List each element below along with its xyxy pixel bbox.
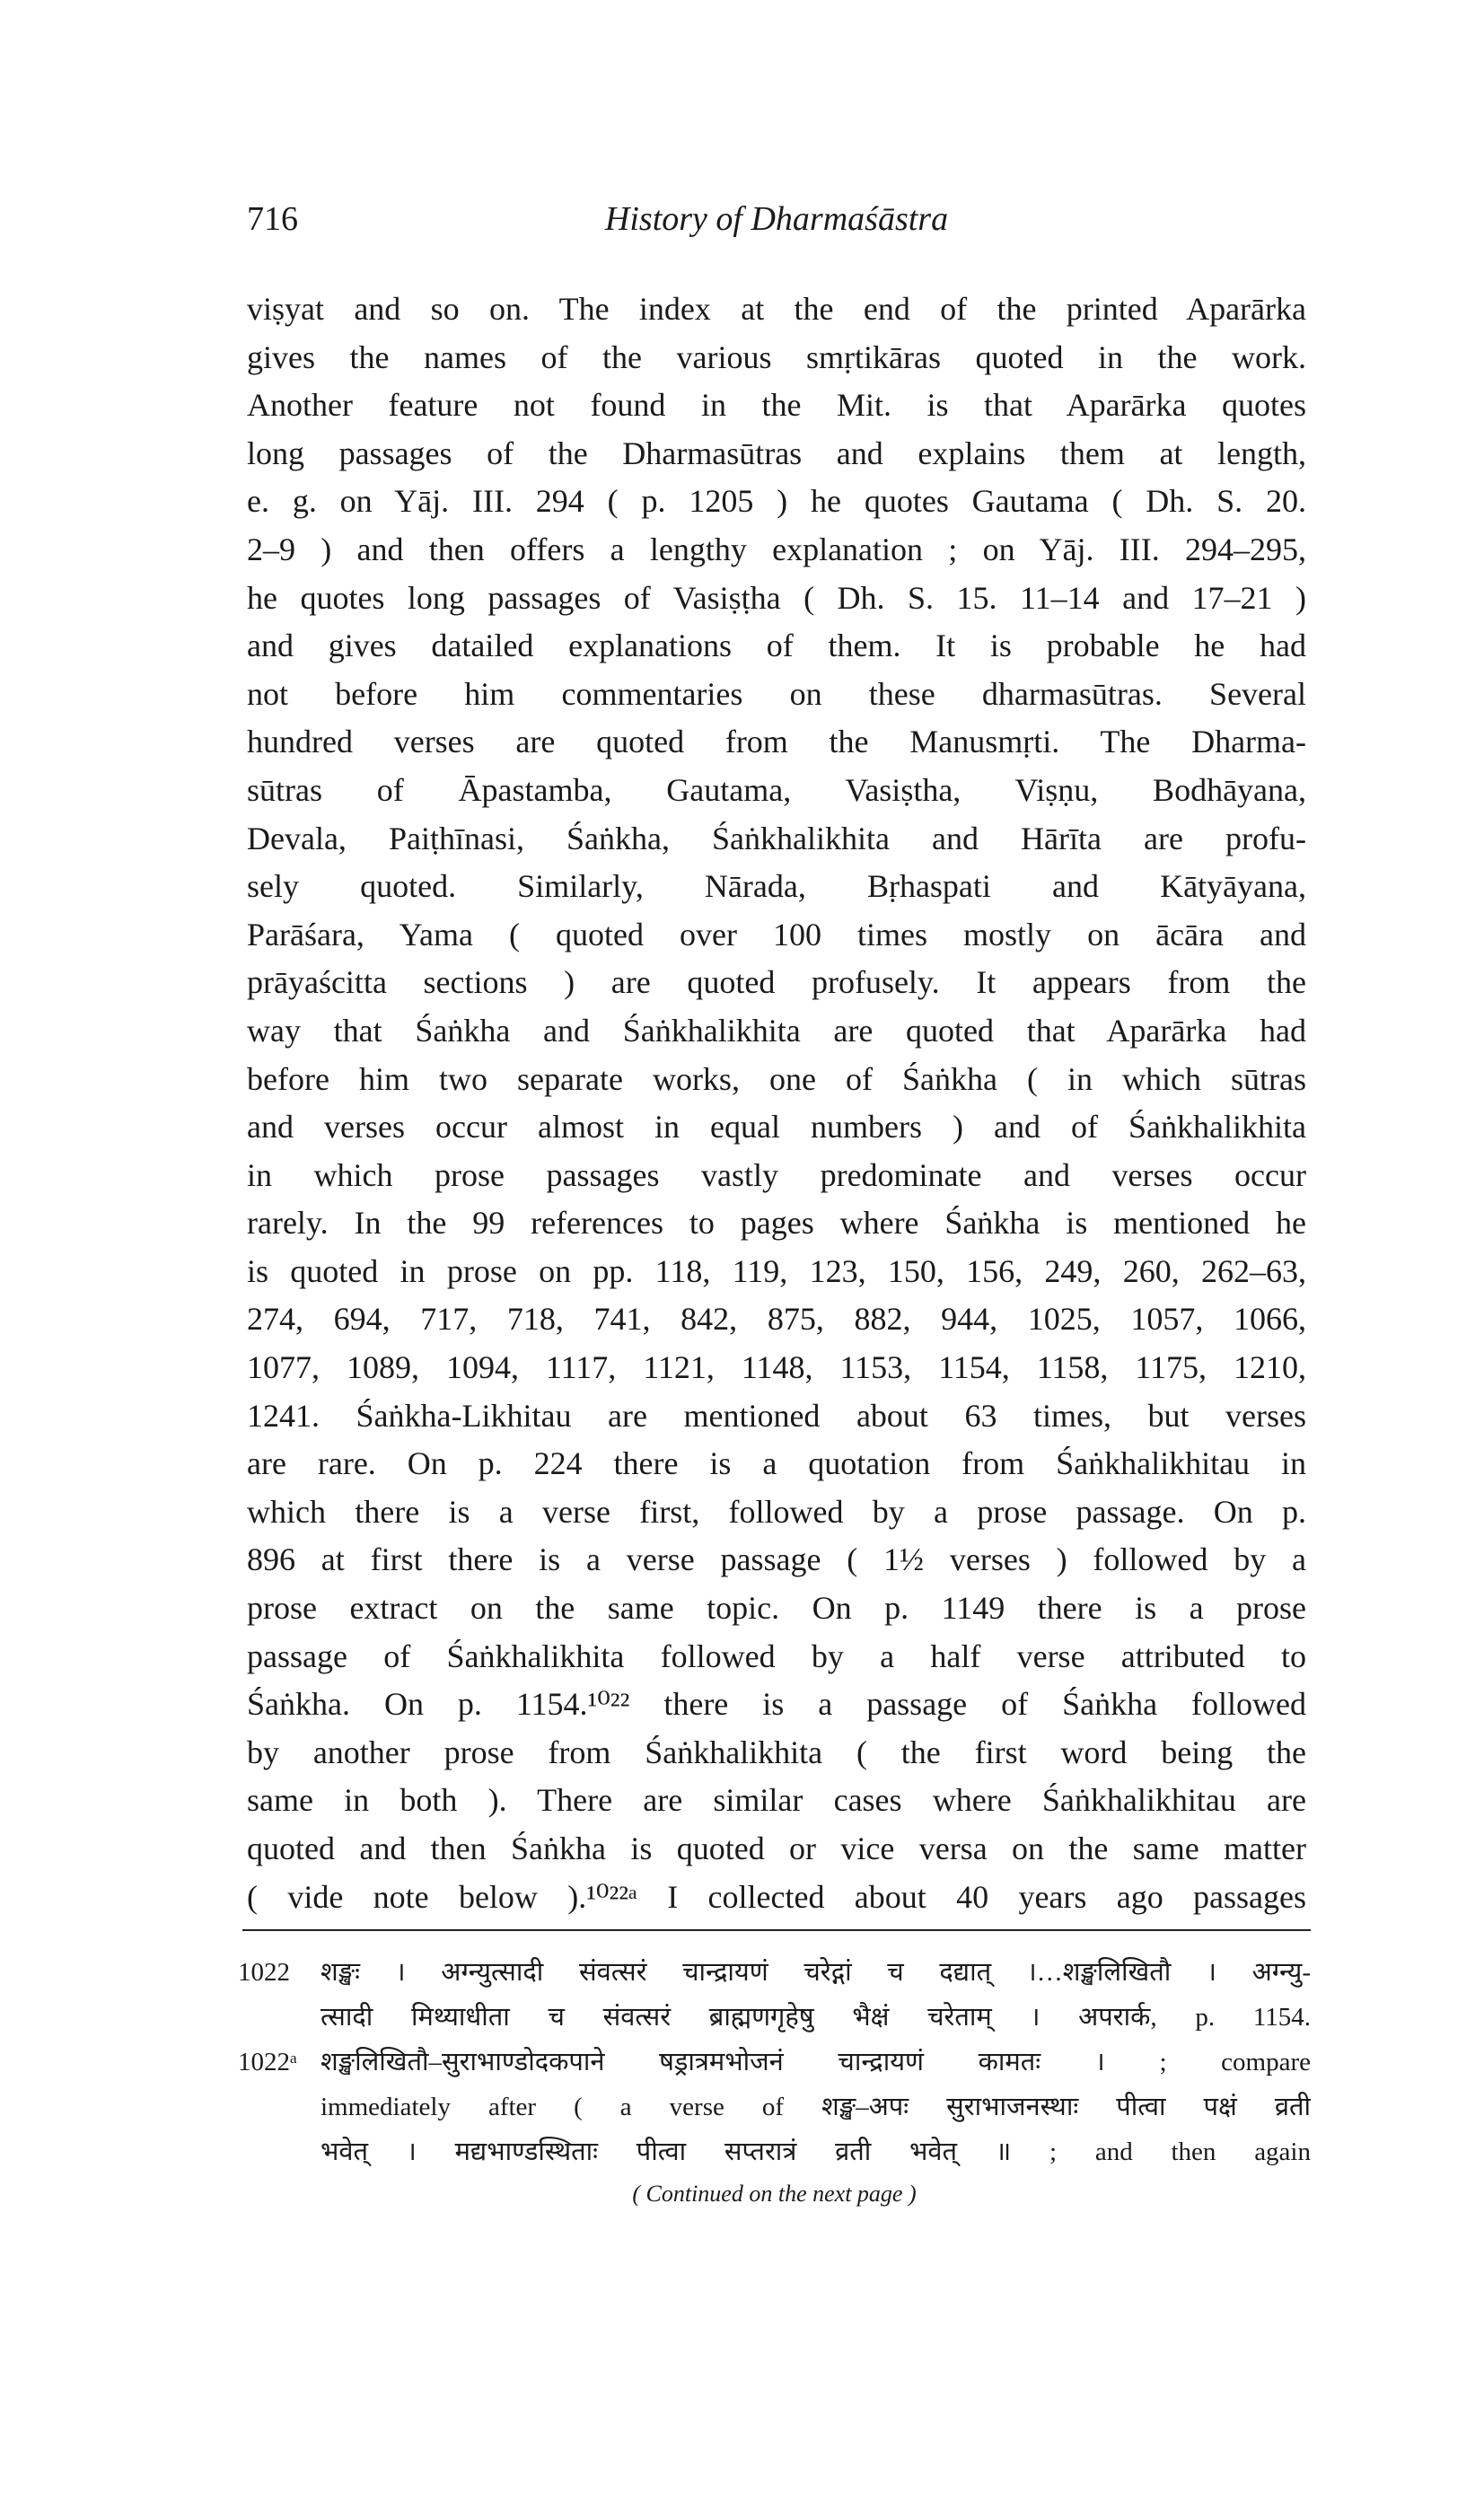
footnote-line: [238, 2085, 1311, 2129]
running-title: History of Dharmaśāstra: [604, 200, 949, 238]
text-line: sely quoted. Similarly, Nārada, Bṛhaspati and Kātyāyana,: [247, 868, 1306, 905]
text-line: in which prose passages vastly predominate and verses occur: [247, 1156, 1306, 1193]
text-line: sūtras of Āpastamba, Gautama, Vasiṣtha, Viṣṇu, Bodhāyana,: [247, 771, 1306, 808]
page-number: 716: [247, 200, 298, 238]
text-line: 1241. Śaṅkha-Likhitau are mentioned about 63 times, but verses: [247, 1397, 1306, 1434]
text-line: Devala, Paiṭhīnasi, Śaṅkha, Śaṅkhalikhita and Hārīta are profu-: [247, 820, 1306, 856]
text-line: long passages of the Dharmasūtras and explains them at length,: [247, 435, 1306, 471]
text-line: prāyaścitta sections ) are quoted profusely. It appears from the: [247, 964, 1306, 1001]
text-line: quoted and then Śaṅkha is quoted or vice versa on the same matter: [247, 1830, 1306, 1866]
footnotes: [238, 1950, 1311, 2214]
text-line: Another feature not found in the Mit. is that Aparārka quotes: [247, 387, 1306, 424]
text-line: prose extract on the same topic. On p. 1149 there is a prose: [247, 1590, 1306, 1627]
footnote-divider: [242, 1929, 1311, 1931]
footnote-text: भवेत् । मद्यभाण्डस्थिताः पीत्वा सप्तरात्रं व्रती भवेत् ॥ ; and then again: [321, 2138, 1311, 2166]
text-line: 274, 694, 717, 718, 741, 842, 875, 882, 944, 1025, 1057, 1066,: [247, 1301, 1306, 1338]
text-line: gives the names of the various smṛtikāras quoted in the work.: [247, 338, 1306, 375]
text-line: 2–9 ) and then offers a lengthy explanation ; on Yāj. III. 294–295,: [247, 531, 1306, 567]
text-line: 896 at first there is a verse passage ( 1½ verses ) followed by a: [247, 1541, 1306, 1578]
text-line: same in both ). There are similar cases where Śaṅkhalikhitau are: [247, 1782, 1306, 1819]
text-line: is quoted in prose on pp. 118, 119, 123, 150, 156, 249, 260, 262–63,: [247, 1252, 1306, 1289]
text-line: 1077, 1089, 1094, 1117, 1121, 1148, 1153, 1154, 1158, 1175, 1210,: [247, 1349, 1306, 1386]
footnote-line: [238, 1995, 1311, 2040]
text-line: by another prose from Śaṅkhalikhita ( the first word being the: [247, 1734, 1306, 1770]
text-line: rarely. In the 99 references to pages where Śaṅkha is mentioned he: [247, 1205, 1306, 1242]
text-line: Śaṅkha. On p. 1154.¹⁰²² there is a passage of Śaṅkha followed: [247, 1686, 1306, 1723]
footnote-text: त्सादी मिथ्याधीता च संवत्सरं ब्राह्मणगृहेषु भैक्षं चरेताम् । अपरार्क, p. 1154.: [321, 2003, 1311, 2032]
text-line: before him two separate works, one of Śaṅkha ( in which sūtras: [247, 1060, 1306, 1097]
footnote-number: 1022ᵃ: [238, 2048, 297, 2076]
text-line: he quotes long passages of Vasiṣṭha ( Dh. S. 15. 11–14 and 17–21 ): [247, 579, 1306, 616]
text-line: ( vide note below ).¹⁰²²ᵃ I collected about 40 years ago passages: [247, 1878, 1306, 1915]
text-line: viṣyat and so on. The index at the end of the printed Aparārka: [247, 291, 1306, 327]
text-line: and gives datailed explanations of them. It is probable he had: [247, 628, 1306, 664]
footnote-text: immediately after ( a verse of शङ्ख–अपः सुराभाजनस्थाः पीत्वा पक्षं व्रती: [321, 2093, 1311, 2121]
text-line: are rare. On p. 224 there is a quotation from Śaṅkhalikhitau in: [247, 1445, 1306, 1482]
text-line: passage of Śaṅkhalikhita followed by a half verse attributed to: [247, 1637, 1306, 1674]
footnote-line: [238, 2040, 1311, 2085]
text-line: and verses occur almost in equal numbers ) and of Śaṅkhalikhita: [247, 1109, 1306, 1146]
text-line: not before him commentaries on these dharmasūtras. Several: [247, 675, 1306, 712]
text-line: hundred verses are quoted from the Manusmṛti. The Dharma-: [247, 724, 1306, 760]
text-line: which there is a verse first, followed by a prose passage. On p.: [247, 1493, 1306, 1530]
footnote-line: [238, 1950, 1311, 1995]
body-text: [247, 285, 1306, 1921]
footnote-text: शङ्खः । अग्न्युत्सादी संवत्सरं चान्द्रायणं चरेद्गां च दद्यात् ।…शङ्खलिखितौ । अग्न्यु-: [321, 1958, 1311, 1987]
text-line: e. g. on Yāj. III. 294 ( p. 1205 ) he quotes Gautama ( Dh. S. 20.: [247, 483, 1306, 520]
page-header: [247, 199, 1306, 253]
continuation-note: ( Continued on the next page ): [632, 2181, 917, 2207]
text-line: way that Śaṅkha and Śaṅkhalikhita are quoted that Aparārka had: [247, 1012, 1306, 1049]
footnote-line: [238, 2129, 1311, 2174]
text-line: Parāśara, Yama ( quoted over 100 times mostly on ācāra and: [247, 916, 1306, 953]
footnote-text: शङ्खलिखितौ–सुराभाण्डोदकपाने षड्रात्रमभोजनं चान्द्रायणं कामतः । ; compare: [321, 2048, 1311, 2076]
footnote-number: 1022: [238, 1958, 290, 1987]
